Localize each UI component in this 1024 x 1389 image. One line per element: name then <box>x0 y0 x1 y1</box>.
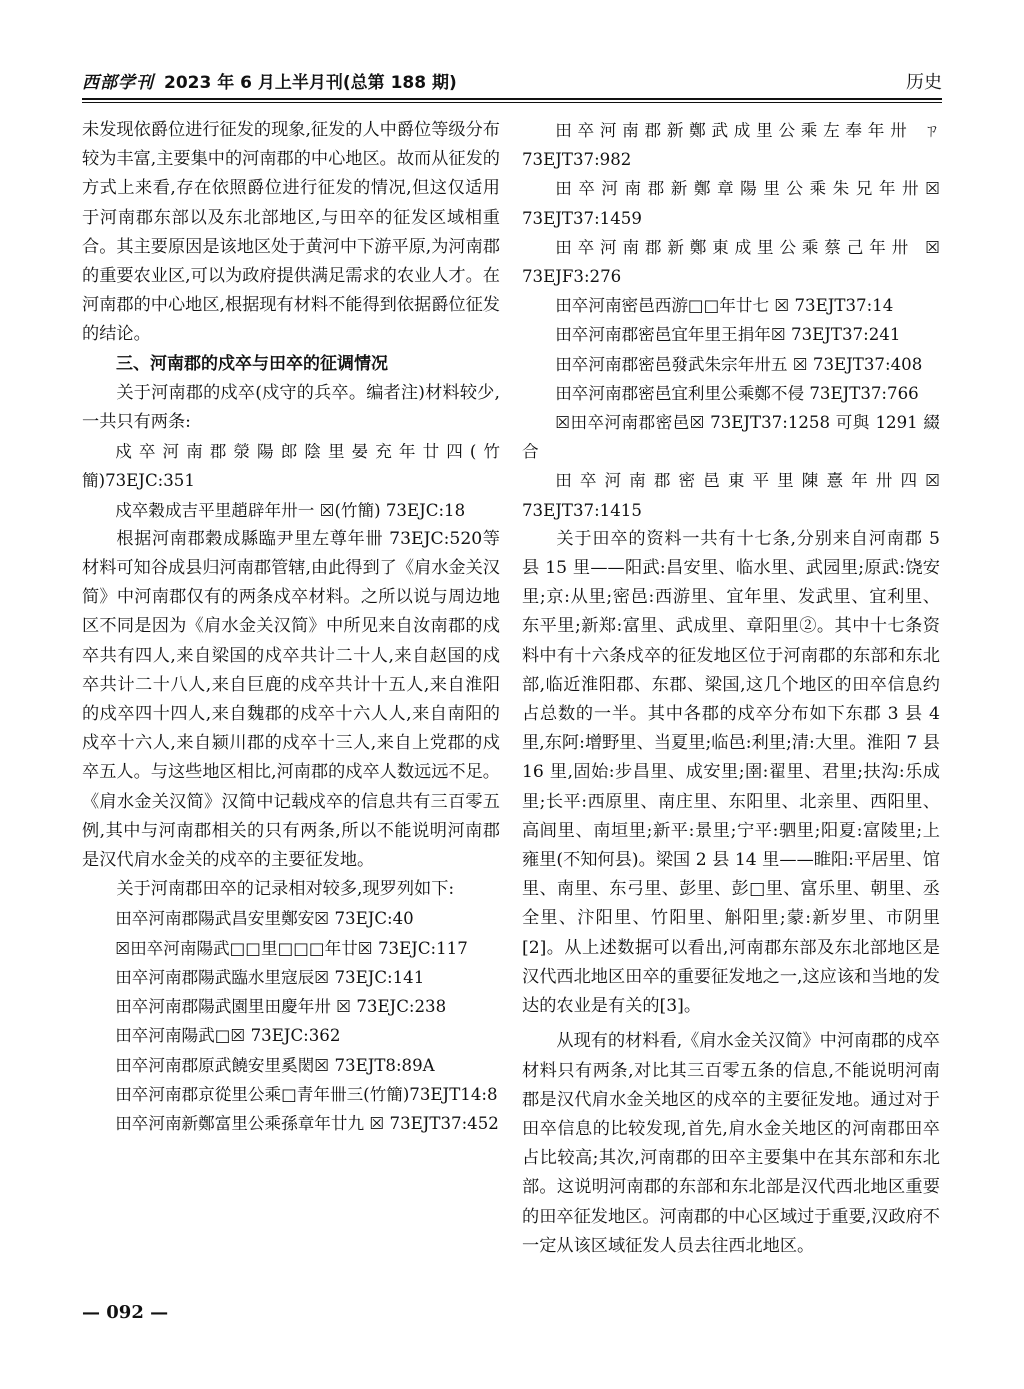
header-rule-thick <box>82 98 942 100</box>
source-entry: 田卒河南郡京從里公乘□青年卌三(竹簡)73EJT14:8 <box>115 1084 498 1104</box>
source-entry: 田卒河南郡陽武園里田慶年卅 ☒ 73EJC:238 <box>115 997 447 1017</box>
source-entry: 田卒河南郡陽武臨水里寇辰☒ 73EJC:141 <box>115 967 425 987</box>
section-heading: 三、河南郡的戍卒与田卒的征调情况 <box>116 353 388 374</box>
source-entry: 戍卒穀成吉平里趙辟年卅一 ☒(竹簡) 73EJC:18 <box>115 500 466 520</box>
paragraph: 从现有的材料看,《肩水金关汉简》中河南郡的戍卒材料只有两条,对比其三百零五条的信息,不能说明河南郡是汉代肩水金关地区的戍卒的主要征发地。通过对于田卒信息的比较发现,首先,肩水金关地区的河南郡田卒占比较高;其次,河南郡的田卒主要集中在其东部和东北部。这说明河南郡的东部和东北部是汉代西北地区重要的田卒征发地区。河南郡的中心区域过于重要,汉政府不一定从该区域征发人员去往西北地区。 <box>522 1031 940 1256</box>
header-rule-thin <box>82 102 942 103</box>
running-header <box>82 60 942 100</box>
source-entry: 田卒河南密邑西游□□年廿七 ☒ 73EJT37:14 <box>555 296 894 316</box>
source-entry: 田卒河南郡新鄭章陽里公乘朱兄年卅☒ 73EJT37:1459 <box>522 179 940 228</box>
source-entry: 田卒河南郡新鄭武成里公乘左奉年卅 ㄗ 73EJT37:982 <box>522 121 940 170</box>
source-entry: 田卒河南郡新鄭東成里公乘蔡己年卅 ☒ 73EJF3:276 <box>522 237 940 287</box>
source-entry: 田卒河南郡密邑宜年里王捐年☒ 73EJT37:241 <box>555 325 901 345</box>
page-number: — 092 — <box>82 1302 169 1323</box>
section-label: 历史 <box>906 72 942 93</box>
source-entry: ☒田卒河南郡密邑☒ 73EJT37:1258 可與 1291 綴合 <box>522 413 940 462</box>
source-entry: 田卒河南郡密邑東平里陳憙年卅四☒ 73EJT37:1415 <box>522 471 940 520</box>
source-entry: 田卒河南郡陽武昌安里鄭安☒ 73EJC:40 <box>115 909 414 929</box>
source-entry: 戍卒河南郡滎陽郎陰里晏充年廿四(竹簡)73EJC:351 <box>82 442 500 491</box>
source-entry: 田卒河南新鄭富里公乘孫章年廿九 ☒ 73EJT37:452 <box>115 1113 499 1133</box>
paragraph: 关于田卒的资料一共有十七条,分别来自河南郡 5 县 15 里——阳武:昌安里、临水里、武园里;原武:饶安里;京:从里;密邑:西游里、宜年里、发武里、宜利里、东平里;新郑:富里、武成里、章阳里②。其中十七条资料中有十六条戍卒的征发地区位于河南郡的东部和东北部,临近淮阳郡、东郡、梁国,这几个地区的田卒信息约占总数的一半。其中各郡的戍卒分布如下东郡 3 县 4 里,东阿:增野里、当夏里;临邑:利里;清:大里。淮阳 7 县 16 里,固始:步昌里、成安里;圉:翟里、君里;扶沟:乐成里;长平:西原里、南庄里、东阳里、北亲里、西阳里、高闾里、南垣里;新平:景里;宁平:驷里;阳夏:富陵里;上雍里(不知何县)。梁国 2 县 14 里——睢阳:平居里、馆里、南里、东弓里、彭里、彭□里、富乐里、朝里、丞全里、汴阳里、竹阳里、斛阳里;蒙:新岁里、市阴里[2]。从上述数据可以看出,河南郡东部及东北部地区是汉代西北地区田卒的重要征发地之一,这应该和当地的发达的农业是有关的[3]。 <box>522 528 940 1017</box>
paragraph: 关于河南郡的戍卒(戍守的兵卒。编者注)材料较少,一共只有两条: <box>82 382 500 433</box>
right-column <box>522 116 940 1261</box>
source-entry: 田卒河南郡密邑宜利里公乘鄭不侵 73EJT37:766 <box>555 383 919 403</box>
source-entry: ☒田卒河南陽武□□里□□□年廿☒ 73EJC:117 <box>115 938 468 958</box>
paragraph: 根据河南郡穀成縣臨尹里左尊年卌 73EJC:520等材料可知谷成县归河南郡管辖,由此得到了《肩水金关汉简》中河南郡仅有的两条戍卒材料。之所以说与周边地区不同是因为《肩水金关汉简》中所见来自汝南郡的戍卒共有四人,来自梁国的戍卒共计二十人,来自赵国的戍卒共计二十八人,来自巨鹿的戍卒共计十五人,来自淮阳的戍卒四十四人,来自魏郡的戍卒十六人人,来自南阳的戍卒十六人,来自颍川郡的戍卒十三人,来自上党郡的戍卒五人。与这些地区相比,河南郡的戍卒人数远远不足。《肩水金关汉简》汉简中记载戍卒的信息共有三百零五例,其中与河南郡相关的只有两条,所以不能说明河南郡是汉代肩水金关的戍卒的主要征发地。 <box>82 528 500 871</box>
source-entry: 田卒河南郡原武饒安里奚閎☒ 73EJT8:89A <box>115 1055 435 1075</box>
source-entry: 田卒河南郡密邑發武朱宗年卅五 ☒ 73EJT37:408 <box>555 354 923 374</box>
left-column <box>82 116 500 1138</box>
journal-logo: 西部学刊 <box>82 73 154 93</box>
paragraph: 未发现依爵位进行征发的现象,征发的人中爵位等级分布较为丰富,主要集中的河南郡的中心地区。故而从征发的方式上来看,存在依照爵位进行征发的情况,但这仅适用于河南郡东部以及东北部地区,与田卒的征发区域相重合。其主要原因是该地区处于黄河中下游平原,为河南郡的重要农业区,可以为政府提供满足需求的农业人才。在河南郡的中心地区,根据现有材料不能得到依据爵位征发的结论。 <box>82 120 500 345</box>
issue-info: 2023 年 6 月上半月刊(总第 188 期) <box>164 73 457 93</box>
source-entry: 田卒河南陽武□☒ 73EJC:362 <box>115 1026 341 1046</box>
paragraph: 关于河南郡田卒的记录相对较多,现罗列如下: <box>116 879 455 900</box>
